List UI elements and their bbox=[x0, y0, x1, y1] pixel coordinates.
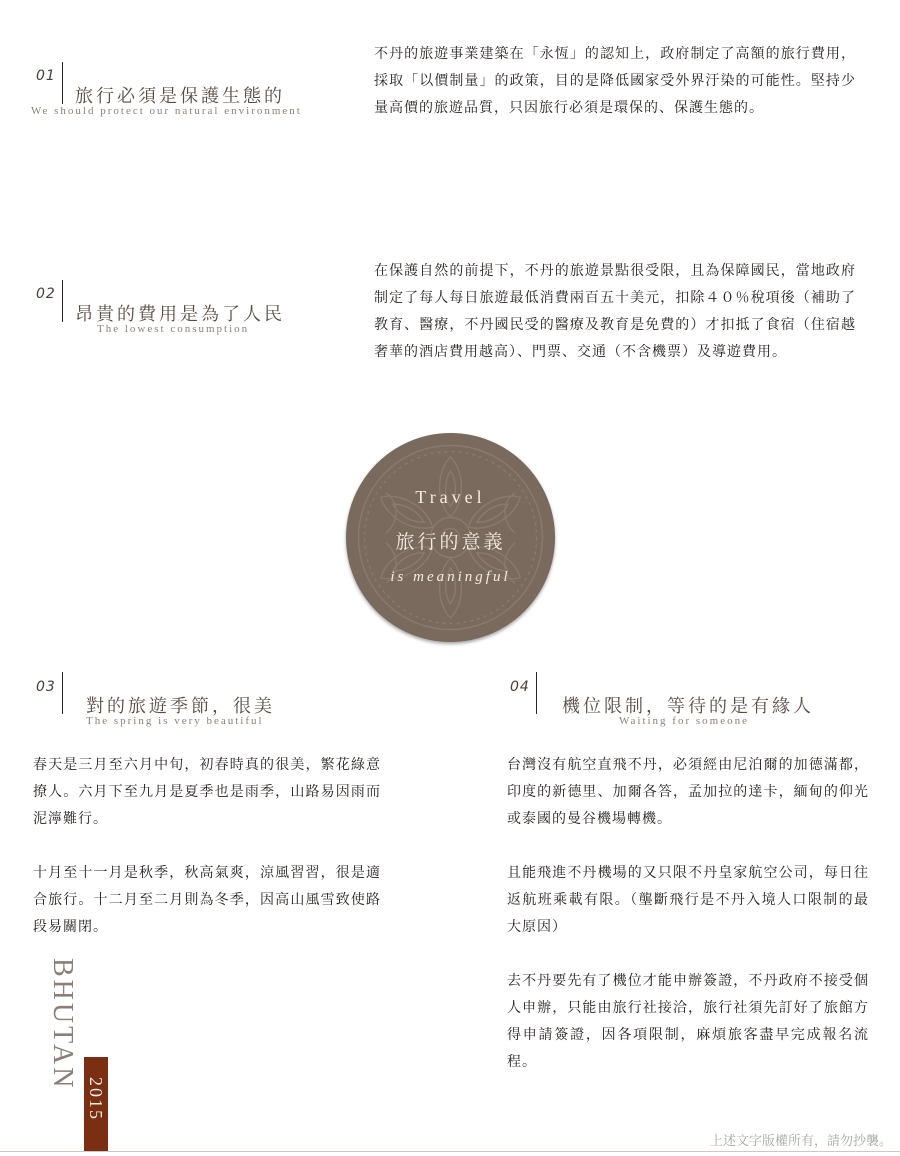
travel-medallion bbox=[346, 433, 555, 642]
paragraph: 且能飛進不丹機場的又只限不丹皇家航空公司，每日往返航班乘載有限。（壟斷飛行是不丹入境人口限制的最大原因） bbox=[507, 865, 869, 935]
section-body bbox=[507, 752, 869, 1076]
section-subtitle: The spring is very beautiful bbox=[86, 715, 264, 727]
paragraph: 不丹的旅遊事業建築在「永恆」的認知上，政府制定了高額的旅行費用，採取「以價制量」的政策，目的是降低國家受外界汙染的可能性。堅持少量高價的旅遊品質，只因旅行必須是環保的、保護生態的。 bbox=[374, 46, 856, 116]
section-title: 機位限制，等待的是有緣人 bbox=[562, 696, 814, 717]
paragraph: 台灣沒有航空直飛不丹，必須經由尼泊爾的加德滿都，印度的新德里、加爾各答，孟加拉的達卡，緬甸的仰光或泰國的曼谷機場轉機。 bbox=[507, 757, 869, 827]
paragraph: 去不丹要先有了機位才能申辦簽證，不丹政府不接受個人申辦，只能由旅行社接洽，旅行社須先訂好了旅館方得申請簽證，因各項限制，麻煩旅客盡早完成報名流程。 bbox=[507, 973, 869, 1070]
year-text: 2015 bbox=[86, 1077, 106, 1121]
section-number: 02 bbox=[36, 286, 56, 302]
section-body bbox=[33, 752, 381, 941]
section-body bbox=[374, 258, 856, 366]
section-body bbox=[374, 41, 856, 122]
section-title: 昂貴的費用是為了人民 bbox=[75, 304, 285, 325]
medallion-line-3: is meaningful bbox=[390, 569, 511, 585]
paragraph: 春天是三月至六月中旬，初春時真的很美，繁花綠意撩人。六月下至九月是夏季也是雨季，山路易因雨而泥濘難行。 bbox=[33, 757, 381, 827]
year-badge bbox=[84, 1057, 108, 1152]
divider-bar bbox=[62, 62, 63, 104]
section-title: 旅行必須是保護生態的 bbox=[75, 86, 285, 107]
paragraph: 在保護自然的前提下，不丹的旅遊景點很受限，且為保障國民，當地政府制定了每人每日旅遊最低消費兩百五十美元，扣除４０％稅項後（補助了教育、醫療，不丹國民受的醫療及教育是免費的）才扣抵了食宿（住宿越奢華的酒店費用越高）、門票、交通（不含機票）及導遊費用。 bbox=[374, 263, 856, 360]
divider-bar bbox=[62, 672, 63, 714]
section-subtitle: Waiting for someone bbox=[619, 715, 749, 727]
section-title: 對的旅遊季節，很美 bbox=[86, 696, 275, 717]
paragraph: 十月至十一月是秋季，秋高氣爽，涼風習習，很是適合旅行。十二月至二月則為冬季，因高山風雪致使路段易關閉。 bbox=[33, 865, 381, 935]
side-title-text: BHUTAN bbox=[47, 958, 78, 1091]
section-number: 03 bbox=[36, 679, 56, 695]
section-subtitle: We should protect our natural environment bbox=[31, 105, 302, 117]
medallion-line-1: Travel bbox=[415, 487, 486, 507]
section-number: 01 bbox=[36, 68, 56, 84]
side-title bbox=[48, 958, 78, 1108]
section-subtitle: The lowest consumption bbox=[97, 323, 250, 335]
bottom-divider bbox=[0, 1151, 900, 1152]
copyright-notice: 上述文字版權所有，請勿抄襲。 bbox=[709, 1134, 892, 1149]
divider-bar bbox=[62, 280, 63, 322]
medallion-line-2: 旅行的意義 bbox=[395, 531, 506, 553]
divider-bar bbox=[536, 672, 537, 714]
section-number: 04 bbox=[510, 679, 530, 695]
